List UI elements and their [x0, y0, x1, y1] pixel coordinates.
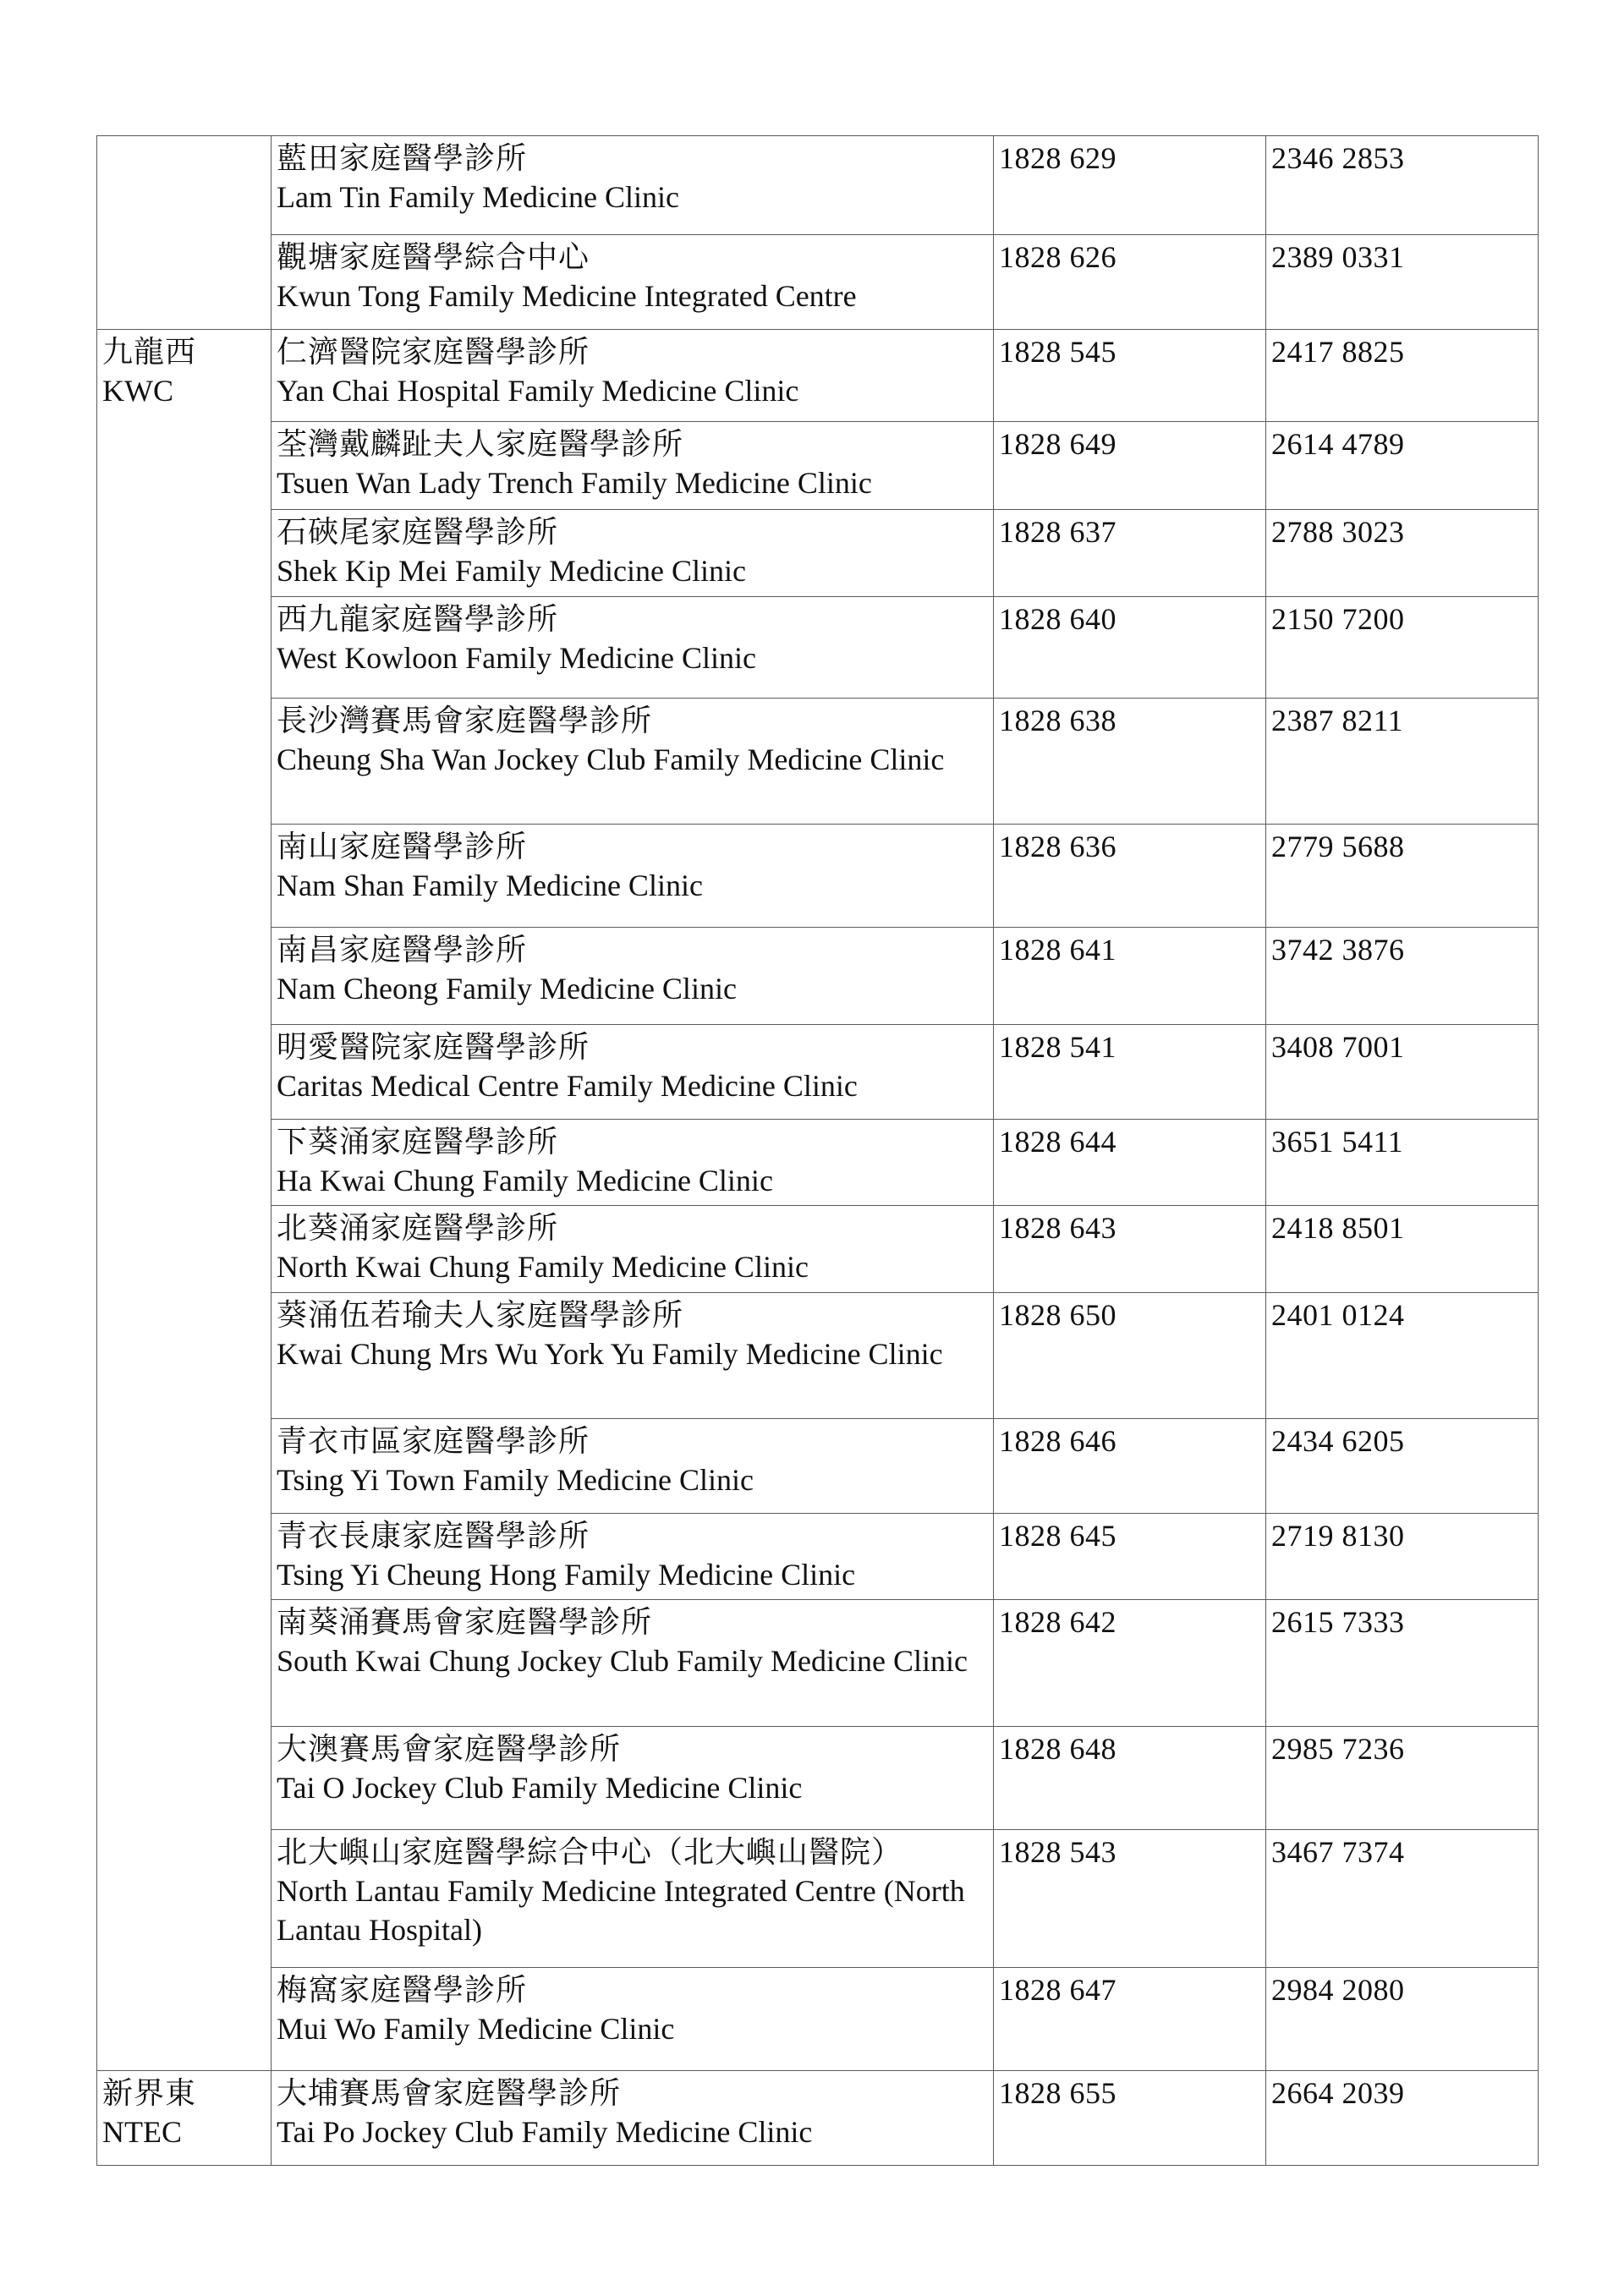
clinic-phone: 2418 8501 [1266, 1206, 1539, 1293]
table-row [97, 825, 1539, 928]
clinic-phone: 2346 2853 [1266, 136, 1539, 235]
clinic-code: 1828 642 [994, 1600, 1266, 1727]
clinic-code: 1828 650 [994, 1293, 1266, 1419]
clinic-phone: 2387 8211 [1266, 699, 1539, 825]
region-cell [97, 136, 272, 330]
clinic-name-cell [272, 1600, 994, 1727]
table-row [97, 1025, 1539, 1120]
clinic-name-en: Nam Shan Family Medicine Clinic [277, 869, 703, 902]
clinic-name-en: North Kwai Chung Family Medicine Clinic [277, 1250, 809, 1284]
region-cell [97, 2071, 272, 2166]
clinic-name-zh: 觀塘家庭醫學綜合中心 [277, 240, 590, 274]
clinic-code: 1828 647 [994, 1968, 1266, 2071]
clinic-name-zh: 南昌家庭醫學診所 [277, 933, 528, 967]
clinic-code: 1828 649 [994, 422, 1266, 510]
table-row [97, 699, 1539, 825]
table-row [97, 1600, 1539, 1727]
table-row [97, 1968, 1539, 2071]
clinic-code: 1828 648 [994, 1727, 1266, 1830]
clinic-phone: 2150 7200 [1266, 597, 1539, 699]
clinic-phone: 2417 8825 [1266, 330, 1539, 422]
region-en: NTEC [102, 2115, 182, 2149]
clinic-name-zh: 梅窩家庭醫學診所 [277, 1973, 528, 2007]
clinic-name-cell [272, 1830, 994, 1968]
clinic-phone: 3408 7001 [1266, 1025, 1539, 1120]
clinic-code: 1828 655 [994, 2071, 1266, 2166]
clinic-name-en: Kwun Tong Family Medicine Integrated Centre [277, 279, 857, 313]
clinic-code: 1828 636 [994, 825, 1266, 928]
clinic-phone: 2779 5688 [1266, 825, 1539, 928]
clinic-name-cell [272, 422, 994, 510]
table-row [97, 2071, 1539, 2166]
clinic-phone: 2389 0331 [1266, 235, 1539, 330]
clinic-name-cell [272, 825, 994, 928]
clinic-name-cell [272, 1727, 994, 1830]
clinic-name-cell [272, 1120, 994, 1206]
clinic-name-zh: 大埔賽馬會家庭醫學診所 [277, 2076, 622, 2110]
clinic-name-en: Yan Chai Hospital Family Medicine Clinic [277, 374, 799, 408]
clinic-name-zh: 北葵涌家庭醫學診所 [277, 1211, 559, 1245]
clinic-name-en: Tai Po Jockey Club Family Medicine Clinic [277, 2115, 813, 2149]
clinic-code: 1828 646 [994, 1419, 1266, 1514]
clinic-name-zh: 青衣長康家庭醫學診所 [277, 1519, 590, 1553]
clinic-name-cell [272, 1514, 994, 1600]
region-zh: 新界東 [102, 2076, 197, 2110]
table-row [97, 1830, 1539, 1968]
clinic-name-cell [272, 597, 994, 699]
clinic-name-zh: 葵涌伍若瑜夫人家庭醫學診所 [277, 1298, 684, 1332]
clinic-phone: 2401 0124 [1266, 1293, 1539, 1419]
clinic-name-zh: 北大嶼山家庭醫學綜合中心（北大嶼山醫院） [277, 1835, 903, 1869]
table-row [97, 1514, 1539, 1600]
table-row [97, 1120, 1539, 1206]
clinic-name-en: Shek Kip Mei Family Medicine Clinic [277, 554, 746, 588]
region-en: KWC [102, 374, 173, 408]
clinic-name-cell [272, 1968, 994, 2071]
clinic-name-zh: 石硤尾家庭醫學診所 [277, 515, 559, 549]
region-cell [97, 330, 272, 2071]
clinic-code: 1828 638 [994, 699, 1266, 825]
clinic-name-en: Tsing Yi Town Family Medicine Clinic [277, 1463, 754, 1497]
clinic-name-cell [272, 1419, 994, 1514]
clinic-name-en: South Kwai Chung Jockey Club Family Medicine Clinic [277, 1644, 968, 1678]
clinic-phone: 2434 6205 [1266, 1419, 1539, 1514]
clinic-phone: 2788 3023 [1266, 510, 1539, 597]
clinic-name-en: Lam Tin Family Medicine Clinic [277, 180, 679, 214]
clinic-name-zh: 大澳賽馬會家庭醫學診所 [277, 1732, 622, 1766]
clinic-phone: 2985 7236 [1266, 1727, 1539, 1830]
clinic-phone: 3742 3876 [1266, 928, 1539, 1025]
clinic-name-cell [272, 235, 994, 330]
clinic-name-en: West Kowloon Family Medicine Clinic [277, 641, 757, 675]
clinic-code: 1828 626 [994, 235, 1266, 330]
clinic-name-cell [272, 510, 994, 597]
clinic-name-zh: 荃灣戴麟趾夫人家庭醫學診所 [277, 427, 684, 461]
clinic-code: 1828 541 [994, 1025, 1266, 1120]
clinic-name-en: Mui Wo Family Medicine Clinic [277, 2012, 675, 2046]
clinic-phone: 3467 7374 [1266, 1830, 1539, 1968]
clinic-name-cell [272, 1025, 994, 1120]
clinic-table [96, 135, 1539, 2166]
clinic-name-en: Tsing Yi Cheung Hong Family Medicine Clinic [277, 1558, 856, 1592]
clinic-code: 1828 543 [994, 1830, 1266, 1968]
clinic-name-en: Tsuen Wan Lady Trench Family Medicine Clinic [277, 466, 872, 500]
clinic-name-en: North Lantau Family Medicine Integrated Centre (North Lantau Hospital) [277, 1874, 965, 1947]
clinic-phone: 2615 7333 [1266, 1600, 1539, 1727]
clinic-phone: 2984 2080 [1266, 1968, 1539, 2071]
clinic-phone: 2664 2039 [1266, 2071, 1539, 2166]
clinic-code: 1828 645 [994, 1514, 1266, 1600]
clinic-name-zh: 長沙灣賽馬會家庭醫學診所 [277, 704, 653, 737]
clinic-code: 1828 637 [994, 510, 1266, 597]
clinic-name-zh: 藍田家庭醫學診所 [277, 141, 528, 175]
table-row [97, 1206, 1539, 1293]
clinic-name-en: Cheung Sha Wan Jockey Club Family Medicine Clinic [277, 743, 945, 776]
clinic-name-zh: 西九龍家庭醫學診所 [277, 602, 559, 636]
clinic-name-cell [272, 1206, 994, 1293]
clinic-code: 1828 643 [994, 1206, 1266, 1293]
clinic-name-zh: 青衣市區家庭醫學診所 [277, 1424, 590, 1458]
clinic-code: 1828 545 [994, 330, 1266, 422]
table-row [97, 1419, 1539, 1514]
clinic-name-cell [272, 330, 994, 422]
table-row [97, 597, 1539, 699]
clinic-name-cell [272, 928, 994, 1025]
clinic-name-zh: 南山家庭醫學診所 [277, 830, 528, 863]
table-row [97, 1293, 1539, 1419]
clinic-name-zh: 下葵涌家庭醫學診所 [277, 1125, 559, 1159]
region-zh: 九龍西 [102, 335, 197, 369]
clinic-name-en: Tai O Jockey Club Family Medicine Clinic [277, 1771, 803, 1805]
clinic-phone: 2719 8130 [1266, 1514, 1539, 1600]
clinic-name-en: Ha Kwai Chung Family Medicine Clinic [277, 1164, 773, 1197]
clinic-code: 1828 641 [994, 928, 1266, 1025]
clinic-name-cell [272, 1293, 994, 1419]
clinic-name-cell [272, 2071, 994, 2166]
clinic-name-cell [272, 136, 994, 235]
clinic-name-en: Nam Cheong Family Medicine Clinic [277, 972, 737, 1006]
clinic-code: 1828 629 [994, 136, 1266, 235]
table-row [97, 235, 1539, 330]
clinic-phone: 2614 4789 [1266, 422, 1539, 510]
clinic-name-en: Kwai Chung Mrs Wu York Yu Family Medicine Clinic [277, 1337, 943, 1371]
table-row [97, 1727, 1539, 1830]
clinic-code: 1828 640 [994, 597, 1266, 699]
table-row [97, 330, 1539, 422]
clinic-phone: 3651 5411 [1266, 1120, 1539, 1206]
table-row [97, 422, 1539, 510]
table-row [97, 510, 1539, 597]
table-row [97, 136, 1539, 235]
clinic-name-cell [272, 699, 994, 825]
clinic-code: 1828 644 [994, 1120, 1266, 1206]
table-row [97, 928, 1539, 1025]
clinic-name-en: Caritas Medical Centre Family Medicine Clinic [277, 1069, 858, 1103]
clinic-name-zh: 仁濟醫院家庭醫學診所 [277, 335, 590, 369]
clinic-name-zh: 明愛醫院家庭醫學診所 [277, 1030, 590, 1064]
clinic-name-zh: 南葵涌賽馬會家庭醫學診所 [277, 1605, 653, 1639]
